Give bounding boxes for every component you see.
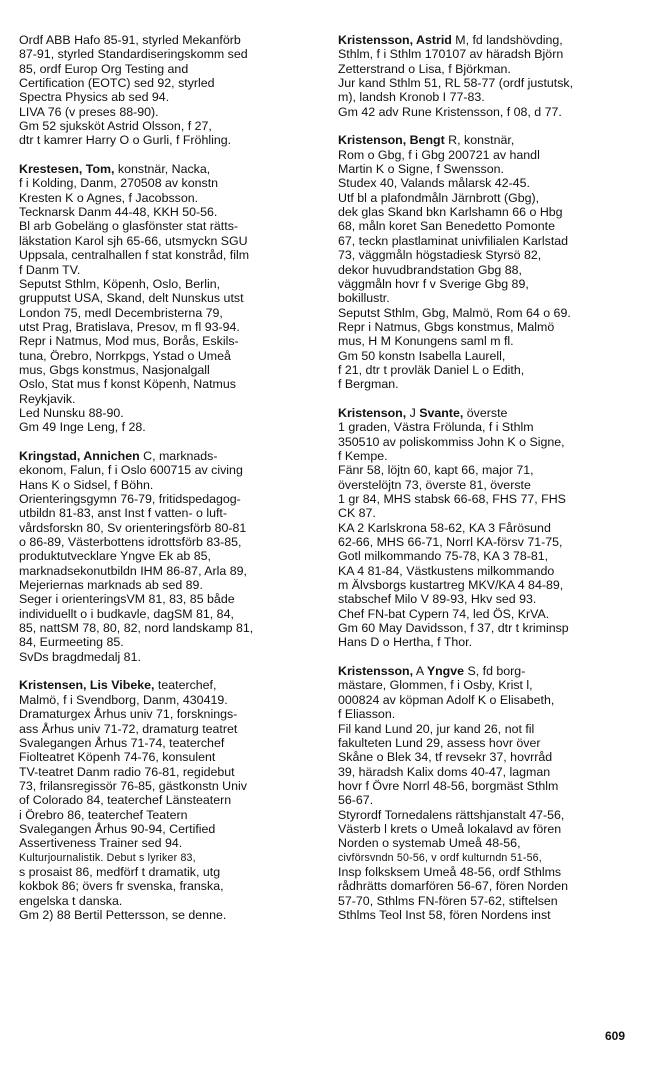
entry-headword: Kristenson, Bengt — [338, 133, 445, 148]
entry-text-line: f Kempe. — [338, 448, 388, 463]
entry-text-line: f Danm TV. — [19, 262, 81, 277]
entry-text-line: LIVA 76 (v preses 88-90). — [19, 104, 159, 119]
entry-first-line — [19, 449, 319, 463]
entry-text-line: bokillustr. — [338, 291, 390, 306]
entry-text-line: m Älvsborgs kustartreg MKV/KA 4 84-89, — [338, 578, 564, 593]
entry-text-line: Fil kand Lund 20, jur kand 26, not fil — [338, 721, 535, 736]
entry-text-line: Seputst Sthlm, Gbg, Malmö, Rom 64 o 69. — [338, 305, 571, 320]
entry-text-line: ekonom, Falun, f i Oslo 600715 av civing — [19, 463, 243, 478]
bio-entry — [19, 162, 319, 435]
entry-text-line: vårdsforskn 80, Sv orienteringsförb 80-81 — [19, 520, 247, 535]
entry-headline-text: M, fd landshövding, — [451, 33, 563, 47]
entry-text-line: rådhrätts domarfören 56-67, fören Norden — [338, 879, 569, 894]
entry-text-line: Studex 40, Valands målarsk 42-45. — [338, 176, 530, 191]
entry-text-line: Sthlm, f i Sthlm 170107 av häradsh Björn — [338, 47, 564, 62]
entry-headline-text: C, marknads- — [139, 448, 218, 463]
entry-text-line: London 75, medl Decembristerna 79, — [19, 305, 223, 320]
entry-text-line: Gm 2) 88 Bertil Pettersson, se denne. — [19, 907, 227, 922]
entry-text-line: dekor huvudbrandstation Gbg 88, — [338, 262, 522, 277]
entry-text-line: engelska t danska. — [19, 893, 123, 908]
entry-text-line: läkstation Karol sjh 65-66, utsmyckn SGU — [19, 233, 248, 248]
entry-headword: Kristensen, Lis Vibeke, — [19, 678, 155, 693]
entry-text-line: Certification (EOTC) sed 92, styrled — [19, 76, 215, 91]
entry-headline-text: konstnär, Nacka, — [114, 162, 211, 177]
entry-text-line: 39, häradsh Kalix doms 40-47, lagman — [338, 764, 551, 779]
entry-text-line: Spectra Physics ab sed 94. — [19, 90, 170, 105]
entry-text-line: Hans K o Sidsel, f Böhn. — [19, 477, 154, 492]
entry-text-line: Seger i orienteringsVM 81, 83, 85 både — [19, 592, 235, 607]
entry-headword: Kristenson, — [338, 405, 407, 420]
entry-text-line: 85, ordf Europ Org Testing and — [19, 61, 189, 76]
entry-text-line: dek glas Skand bkn Karlshamn 66 o Hbg — [338, 205, 563, 220]
entry-text-line: fakulteten Lund 29, assess hovr över — [338, 735, 541, 750]
entry-text-line: KA 2 Karlskrona 58-62, KA 3 Fårösund — [338, 520, 551, 535]
entry-text-line: 73, väggmåln högstadiesk Styrsö 82, — [338, 248, 542, 263]
entry-text-line: Led Nunsku 88-90. — [19, 405, 124, 420]
entry-text-line: KA 4 81-84, Västkustens milkommando — [338, 563, 555, 578]
entry-text-line: i Örebro 86, teaterchef Teatern — [19, 807, 188, 822]
entry-text-line: 85, nattSM 78, 80, 82, nord landskamp 81, — [19, 621, 254, 636]
entry-text-line: 1 gr 84, MHS stabsk 66-68, FHS 77, FHS — [338, 492, 566, 506]
entry-text-line: of Colorado 84, teaterchef Länsteatern — [19, 793, 232, 808]
entry-headword: Kringstad, Annichen — [19, 448, 140, 463]
entry-text-line: Hans D o Hertha, f Thor. — [338, 635, 473, 650]
entry-text-line: Styrordf Tornedalens rättshjanstalt 47-56, — [338, 807, 565, 822]
bio-entry — [338, 664, 638, 922]
entry-text-line: Bl arb Gobeläng o glasfönster stat rätts- — [19, 219, 239, 234]
entry-text-line: Kulturjournalistik. Debut s lyriker 83, — [19, 851, 196, 864]
entry-text-line: f i Kolding, Danm, 270508 av konstn — [19, 176, 219, 191]
entry-text-line: Gm 49 Inge Leng, f 28. — [19, 420, 146, 435]
entry-text-line: o 86-89, Västerbottens idrottsförb 83-85, — [19, 535, 242, 550]
entry-text-line: Chef FN-bat Cypern 74, led ÖS, KrVA. — [338, 606, 550, 621]
bio-entry — [19, 449, 319, 664]
entry-text-line: produktutvecklare Yngve Ek ab 85, — [19, 549, 211, 564]
entry-text-line: hovr f Övre Norrl 48-56, borgmäst Sthlm — [338, 778, 559, 793]
entry-first-line — [338, 664, 638, 678]
bio-entry — [338, 33, 638, 119]
entry-text-line: kokbok 86; övers fr svenska, franska, — [19, 879, 224, 894]
entry-text-line: mus, Gbgs konstmus, Nasjonalgall — [19, 362, 210, 377]
entry-text-line: Gotl milkommando 75-78, KA 3 78-81, — [338, 549, 549, 564]
entry-headline-text: S, fd borg- — [464, 664, 526, 679]
entry-headline-text: R, konstnär, — [444, 133, 515, 148]
entry-headline-text: teaterchef, — [154, 678, 217, 693]
entry-text-line: Skåne o Blek 34, tf revsekr 37, hovrråd — [338, 750, 553, 765]
entry-text-line: CK 87. — [338, 506, 376, 521]
entry-text-line: Seputst Sthlm, Köpenh, Oslo, Berlin, — [19, 276, 221, 291]
entry-text-line: 350510 av poliskommiss John K o Signe, — [338, 434, 565, 449]
entry-text-line: Insp folksksem Umeå 48-56, ordf Sthlms — [338, 864, 562, 879]
entry-first-line — [19, 678, 319, 692]
entry-text-line: Norden o systemab Umeå 48-56, — [338, 836, 521, 851]
entry-text-line: Repr i Natmus, Mod mus, Borås, Eskils- — [19, 334, 239, 349]
entry-text-line: Gm 42 adv Rune Kristensson, f 08, d 77. — [338, 104, 562, 119]
entry-text-line: Svalegangen Århus 71-74, teaterchef — [19, 735, 225, 750]
entry-headword: Kristensson, — [338, 664, 414, 679]
entry-text-line: Jur kand Sthlm 51, RL 58-77 (ordf justutsk, — [338, 76, 574, 91]
entry-headline-text: A — [413, 664, 427, 679]
entry-headword-given-name: Svante, — [419, 405, 464, 420]
entry-text-line: Kresten K o Agnes, f Jacobsson. — [19, 190, 199, 205]
entry-text-line: Uppsala, centralhallen f stat konstråd, film — [19, 248, 250, 263]
entry-headline-text: J — [406, 405, 420, 420]
bio-entry — [19, 33, 319, 148]
entry-text-line: mästare, Glommen, f i Osby, Krist l, — [338, 678, 533, 693]
entry-text-line: marknadsekonutbildn IHM 86-87, Arla 89, — [19, 563, 247, 578]
entry-text-line: Oslo, Stat mus f konst Köpenh, Natmus — [19, 377, 236, 392]
entry-text-line: Utf bl a plafondmåln Järnbrott (Gbg), — [338, 190, 540, 205]
page-number: 609 — [605, 1029, 626, 1043]
entry-text-line: Fiolteatret Köpenh 74-76, konsulent — [19, 750, 216, 765]
entry-headword: Kristensson, Astrid — [338, 33, 452, 47]
entry-text-line: väggmåln hovr f v Sverige Gbg 89, — [338, 276, 529, 291]
entry-text-line: 57-70, Sthlms FN-fören 57-62, stiftelsen — [338, 893, 558, 908]
entry-text-line: Assertiveness Trainer sed 94. — [19, 836, 183, 851]
entry-text-line: Ordf ABB Hafo 85-91, styrled Mekanförb — [19, 33, 241, 47]
entry-first-line — [338, 406, 638, 420]
entry-headword-given-name: Yngve — [426, 664, 465, 679]
entry-text-line: m), landsh Kronob I 77-83. — [338, 90, 485, 105]
entry-text-line: Gm 50 konstn Isabella Laurell, — [338, 348, 506, 363]
entry-text-line: grupputst USA, Skand, delt Nunskus utst — [19, 291, 244, 306]
entry-text-line: s prosaist 86, medförf t dramatik, utg — [19, 864, 221, 879]
entry-text-line: Repr i Natmus, Gbgs konstmus, Malmö — [338, 319, 555, 334]
entry-text-line: Fänr 58, löjtn 60, kapt 66, major 71, — [338, 463, 534, 478]
entry-text-line: Zetterstrand o Lisa, f Björkman. — [338, 61, 511, 76]
entry-text-line: TV-teatret Danm radio 76-81, regidebut — [19, 764, 235, 779]
entry-text-line: 000824 av köpman Adolf K o Elisabeth, — [338, 692, 555, 707]
entry-text-line: Malmö, f i Svendborg, Danm, 430419. — [19, 692, 228, 707]
entry-headline-text: överste — [463, 405, 508, 420]
entry-text-line: Gm 60 May Davidsson, f 37, dtr t kriminsp — [338, 621, 569, 636]
entry-text-line: 68, måln koret San Benedetto Pomonte — [338, 219, 555, 234]
entry-text-line: Tecknarsk Danm 44-48, KKH 50-56. — [19, 205, 218, 220]
entry-text-line: Rom o Gbg, f i Gbg 200721 av handl — [338, 147, 540, 162]
bio-entry — [338, 133, 638, 391]
entry-first-line — [19, 162, 319, 176]
entry-text-line: 62-66, MHS 66-71, Norrl KA-försv 71-75, — [338, 535, 563, 550]
right-column — [338, 33, 638, 937]
entry-text-line: f Bergman. — [338, 377, 399, 392]
entry-text-line: Dramaturgex Århus univ 71, forsknings- — [19, 707, 238, 722]
entry-first-line — [338, 133, 638, 147]
entry-text-line: utst Prag, Bratislava, Presov, m fl 93-94. — [19, 319, 240, 334]
entry-text-line: Svalegangen Århus 90-94, Certified — [19, 821, 216, 836]
entry-text-line: 67, teckn plastlaminat univfilialen Karlstad — [338, 233, 569, 248]
bio-entry — [338, 406, 638, 650]
bio-entry — [19, 678, 319, 922]
entry-text-line: Martin K o Signe, f Swensson. — [338, 162, 504, 177]
entry-text-line: Reykjavik. — [19, 391, 76, 406]
entry-text-line: SvDs bragdmedalj 81. — [19, 649, 141, 664]
entry-headword: Krestesen, Tom, — [19, 162, 115, 177]
entry-text-line: f Eliasson. — [338, 707, 396, 722]
entry-text-line: Sthlms Teol Inst 58, fören Nordens inst — [338, 907, 551, 922]
entry-text-line: Gm 52 sjuksköt Astrid Olsson, f 27, — [19, 119, 212, 134]
entry-first-line — [338, 33, 638, 47]
entry-text-line: f 21, dtr t provläk Daniel L o Edith, — [338, 362, 525, 377]
entry-text-line: 87-91, styrled Standardiseringskomm sed — [19, 47, 248, 62]
entry-text-line: Mejeriernas marknads ab sed 89. — [19, 578, 203, 593]
entry-text-line: utbildn 81-83, anst Inst f vatten- o luft- — [19, 506, 228, 521]
entry-text-line: civförsvndn 50-56, v ordf kulturndn 51-56, — [338, 851, 542, 864]
entry-text-line: Västerb l krets o Umeå lokalavd av fören — [338, 821, 562, 836]
entry-text-line: 1 graden, Västra Frölunda, f i Sthlm — [338, 420, 534, 435]
entry-text-line: individuellt o i budkavle, dagSM 81, 84, — [19, 606, 234, 621]
entry-text-line: 56-67. — [338, 793, 374, 808]
left-column — [19, 33, 319, 937]
entry-text-line: mus, H M Konungens saml m fl. — [338, 334, 514, 349]
entry-text-line: stabschef Milo V 89-93, Hkv sed 93. — [338, 592, 537, 607]
entry-text-line: överstelöjtn 73, överste 81, överste — [338, 477, 531, 492]
entry-text-line: ass Århus univ 71-72, dramaturg teatret — [19, 721, 238, 736]
entry-text-line: 84, Eurmeeting 85. — [19, 635, 124, 650]
entry-text-line: 73, frilansregissör 76-85, gästkonstn Univ — [19, 778, 247, 793]
entry-text-line: Orienteringsgymn 76-79, fritidspedagog- — [19, 492, 241, 506]
entry-text-line: dtr t kamrer Harry O o Gurli, f Fröhling. — [19, 133, 232, 148]
entry-text-line: tuna, Örebro, Norrkpgs, Ystad o Umeå — [19, 348, 231, 363]
